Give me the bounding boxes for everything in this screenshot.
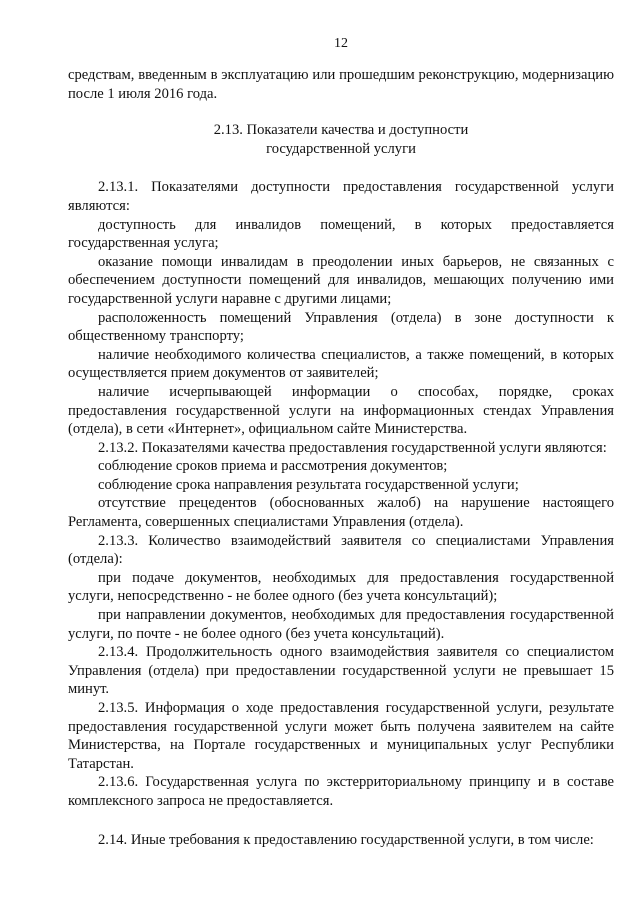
final-paragraph: 2.14. Иные требования к предоставлению государственной услуги, в том числе: <box>98 831 594 848</box>
paragraph: при направлении документов, необходимых для предоставления государственной услуги, по почте - не более одного (без учета консультаций). <box>68 607 614 642</box>
section-heading-line-1: 2.13. Показатели качества и доступности <box>213 122 469 139</box>
intro-paragraph: средствам, введенным в эксплуатацию или прошедшим реконструкцию, модернизацию после 1 июля 2016 года. <box>68 67 614 102</box>
paragraph: доступность для инвалидов помещений, в которых предоставляется государственная услуга; <box>68 216 614 252</box>
paragraph: 2.13.6. Государственная услуга по экстерриториальному принципу и в составе комплексного запроса не предоставляется. <box>68 774 614 809</box>
page-number: 12 <box>334 36 348 51</box>
paragraph: соблюдение сроков приема и рассмотрения документов; <box>98 458 448 475</box>
section-heading-line-2: государственной услуги <box>266 140 416 157</box>
section-heading <box>68 121 614 158</box>
section-body <box>68 178 614 810</box>
paragraph: наличие необходимого количества специалистов, а также помещений, в которых осуществляется прием документов от заявителей; <box>68 346 614 382</box>
paragraph: 2.13.4. Продолжительность одного взаимодействия заявителя со специалистом Управления (отдела) при предоставлении государственной услуги не превышает 15 минут. <box>68 644 614 698</box>
paragraph: оказание помощи инвалидам в преодолении иных барьеров, не связанных с обеспечением доступности помещений для инвалидов, мешающих получению ими государственной услуги наравне с другими лицами; <box>68 253 614 307</box>
paragraph: 2.13.1. Показателями доступности предоставления государственной услуги являются: <box>68 179 614 214</box>
paragraph: 2.13.5. Информация о ходе предоставления государственной услуги, результате предоставления государственной услуги может быть получена заявителем на сайте Министерства, на Портале государственных и муниципальных услуг Республики Татарстан. <box>68 700 614 772</box>
paragraph: при подаче документов, необходимых для предоставления государственной услуги, непосредственно - не более одного (без учета консультаций); <box>68 569 614 605</box>
paragraph: наличие исчерпывающей информации о способах, порядке, сроках предоставления государственной услуги на информационных стендах Управления (отдела), в сети «Интернет», официальном сайте Министерства. <box>68 383 614 438</box>
paragraph: соблюдение срока направления результата государственной услуги; <box>98 476 519 493</box>
paragraph: 2.13.3. Количество взаимодействий заявителя со специалистами Управления (отдела): <box>68 532 614 568</box>
paragraph: расположенность помещений Управления (отдела) в зоне доступности к общественному транспорту; <box>68 309 614 345</box>
paragraph: отсутствие прецедентов (обоснованных жалоб) на нарушение настоящего Регламента, совершенных специалистами Управления (отдела). <box>68 495 614 531</box>
paragraph: 2.13.2. Показателями качества предоставления государственной услуги являются: <box>98 439 607 456</box>
